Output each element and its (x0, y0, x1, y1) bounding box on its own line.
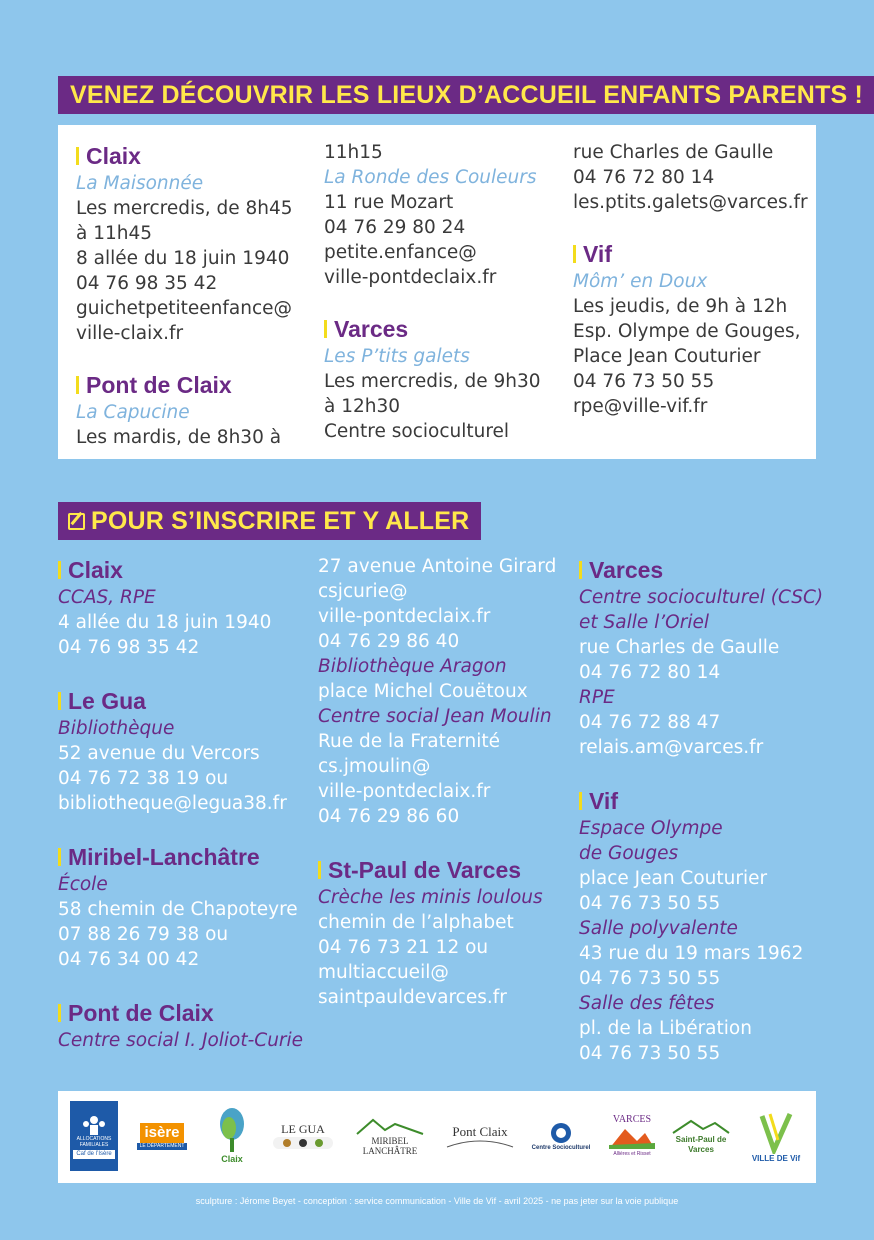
csc-emblem-icon (549, 1121, 573, 1145)
info-line: Les mercredis, de 8h45 (76, 198, 293, 219)
place-heading: Le Gua (58, 686, 303, 716)
address: Rue de la Fraternité (318, 731, 501, 752)
phone: 04 76 73 50 55 (579, 968, 721, 989)
email: ville-pontdeclaix.fr (318, 606, 491, 627)
venue-name: Centre socioculturel (CSC) (579, 587, 824, 608)
accent-bar (58, 848, 61, 866)
address: place Michel Couëtoux (318, 681, 528, 702)
phone: 04 76 72 38 19 ou (58, 768, 229, 789)
address: rue Charles de Gaulle (573, 142, 774, 163)
place-heading: Varces (579, 555, 823, 585)
accent-bar (76, 147, 79, 165)
legua-icons-icon (273, 1136, 333, 1150)
venue-name: Espace Olympe (579, 818, 723, 839)
address: pl. de la Libération (579, 1018, 752, 1039)
accent-bar (573, 245, 576, 263)
place-heading: Claix (76, 141, 293, 171)
info-line: 11h15 (324, 142, 383, 163)
email: saintpauldevarces.fr (318, 987, 507, 1008)
info-line: à 12h30 (324, 396, 401, 417)
accent-bar (579, 561, 582, 579)
venue-name: RPE (579, 687, 615, 708)
place-heading: Varces (324, 314, 541, 344)
varces-logo: VARCES Allières et Risset (602, 1101, 662, 1171)
legua-logo: LE GUA (270, 1101, 336, 1171)
email: guichetpetiteenfance@ (76, 298, 293, 319)
email: rpe@ville-vif.fr (573, 396, 708, 417)
email: ville-pontdeclaix.fr (324, 267, 497, 288)
venue-name: de Gouges (579, 843, 679, 864)
isere-logo: isère LE DÉPARTEMENT (130, 1101, 194, 1171)
tree-icon (215, 1108, 249, 1154)
info-line: à 11h45 (76, 223, 153, 244)
accent-bar (58, 692, 61, 710)
venue-name: Bibliothèque Aragon (318, 656, 507, 677)
stpaul-logo: Saint-Paul de Varces (664, 1101, 738, 1171)
mountain-icon (355, 1116, 425, 1136)
phone: 04 76 29 86 60 (318, 806, 460, 827)
phone: 04 76 98 35 42 (58, 637, 200, 658)
section1-col1 (76, 141, 293, 450)
address: rue Charles de Gaulle (579, 637, 780, 658)
section2-col2 (318, 554, 556, 1010)
section2-col3 (579, 555, 823, 1066)
phone: 04 76 72 80 14 (579, 662, 721, 683)
email: bibliotheque@legua38.fr (58, 793, 287, 814)
address: 58 chemin de Chapoteyre (58, 899, 298, 920)
accent-bar (324, 320, 327, 338)
venue-name: École (58, 874, 108, 895)
accent-bar (76, 376, 79, 394)
address: Place Jean Couturier (573, 346, 761, 367)
place-heading: Pont de Claix (58, 998, 303, 1028)
email: csjcurie@ (318, 581, 408, 602)
info-line: Les jeudis, de 9h à 12h (573, 296, 788, 317)
phone: 04 76 73 50 55 (579, 893, 721, 914)
address: 27 avenue Antoine Girard (318, 556, 557, 577)
venue-name: Salle polyvalente (579, 918, 738, 939)
place-heading: Miribel-Lanchâtre (58, 842, 303, 872)
email: relais.am@varces.fr (579, 737, 764, 758)
pontdeclaix-logo: Pont Claix (436, 1101, 524, 1171)
phone: 04 76 72 88 47 (579, 712, 721, 733)
address: 52 avenue du Vercors (58, 743, 260, 764)
info-line: Centre socioculturel (324, 421, 510, 442)
address: chemin de l’alphabet (318, 912, 514, 933)
phone: 04 76 34 00 42 (58, 949, 200, 970)
address: 8 allée du 18 juin 1940 (76, 248, 290, 269)
venue-name: Les P’tits galets (324, 346, 470, 367)
footer-credits: sculpture : Jérome Beyet - conception : service communication - Ville de Vif - avril 2025 - ne pas jeter sur la voie publique (195, 1196, 679, 1206)
section2-title: POUR S’INSCRIRE ET Y ALLER (58, 502, 481, 540)
info-line: Les mardis, de 8h30 à (76, 427, 282, 448)
venue-name: La Ronde des Couleurs (324, 167, 537, 188)
miribel-logo: MIRIBEL LANCHÂTRE (350, 1101, 430, 1171)
address: 43 rue du 19 mars 1962 (579, 943, 804, 964)
phone: 04 76 73 21 12 ou (318, 937, 489, 958)
place-heading: St-Paul de Varces (318, 855, 556, 885)
accent-bar (579, 792, 582, 810)
varces-mountain-icon (607, 1125, 657, 1151)
vif-emblem-icon (756, 1110, 796, 1154)
caf-logo: ALLOCATIONS FAMILIALES Caf de l’Isère (70, 1101, 118, 1171)
address: Esp. Olympe de Gouges, (573, 321, 801, 342)
phone: 04 76 29 86 40 (318, 631, 460, 652)
phone: 04 76 73 50 55 (573, 371, 715, 392)
phone: 07 88 26 79 38 ou (58, 924, 229, 945)
venue-name: CCAS, RPE (58, 587, 156, 608)
place-heading: Vif (573, 239, 808, 269)
venue-name: Bibliothèque (58, 718, 175, 739)
email: ville-claix.fr (76, 323, 184, 344)
section2-col1 (58, 555, 303, 1053)
email: multiaccueil@ (318, 962, 449, 983)
phone: 04 76 98 35 42 (76, 273, 218, 294)
info-line: Les mercredis, de 9h30 (324, 371, 541, 392)
claix-logo: Claix (206, 1101, 258, 1171)
section1-col3 (573, 140, 808, 419)
phone: 04 76 72 80 14 (573, 167, 715, 188)
phone: 04 76 73 50 55 (579, 1043, 721, 1064)
bridge-icon (445, 1139, 515, 1149)
caf-figures-icon (79, 1114, 109, 1136)
address: place Jean Couturier (579, 868, 768, 889)
section1-title: VENEZ DÉCOUVRIR LES LIEUX D’ACCUEIL ENFANTS PARENTS ! (58, 76, 874, 114)
email: les.ptits.galets@varces.fr (573, 192, 808, 213)
accent-bar (58, 561, 61, 579)
address: 11 rue Mozart (324, 192, 454, 213)
venue-name: Centre social I. Joliot-Curie (58, 1030, 304, 1051)
email: petite.enfance@ (324, 242, 477, 263)
venue-name: Salle des fêtes (579, 993, 715, 1014)
address: 4 allée du 18 juin 1940 (58, 612, 272, 633)
csc-logo: Centre Socioculturel (530, 1101, 592, 1171)
phone: 04 76 29 80 24 (324, 217, 466, 238)
venue-name: Centre social Jean Moulin (318, 706, 552, 727)
place-heading: Pont de Claix (76, 370, 293, 400)
accent-bar (58, 1004, 61, 1022)
venue-name: Môm’ en Doux (573, 271, 708, 292)
partner-logos (58, 1091, 816, 1183)
venue-name: Crèche les minis loulous (318, 887, 543, 908)
pencil-icon (68, 513, 85, 530)
place-heading: Vif (579, 786, 823, 816)
venue-name: et Salle l’Oriel (579, 612, 709, 633)
venue-name: La Maisonnée (76, 173, 204, 194)
email: ville-pontdeclaix.fr (318, 781, 491, 802)
place-heading: Claix (58, 555, 303, 585)
venue-name: La Capucine (76, 402, 190, 423)
stpaul-mountain-icon (671, 1117, 731, 1135)
vif-logo: VILLE DE Vif (746, 1101, 806, 1171)
email: cs.jmoulin@ (318, 756, 431, 777)
accent-bar (318, 861, 321, 879)
section1-col2 (324, 140, 541, 444)
